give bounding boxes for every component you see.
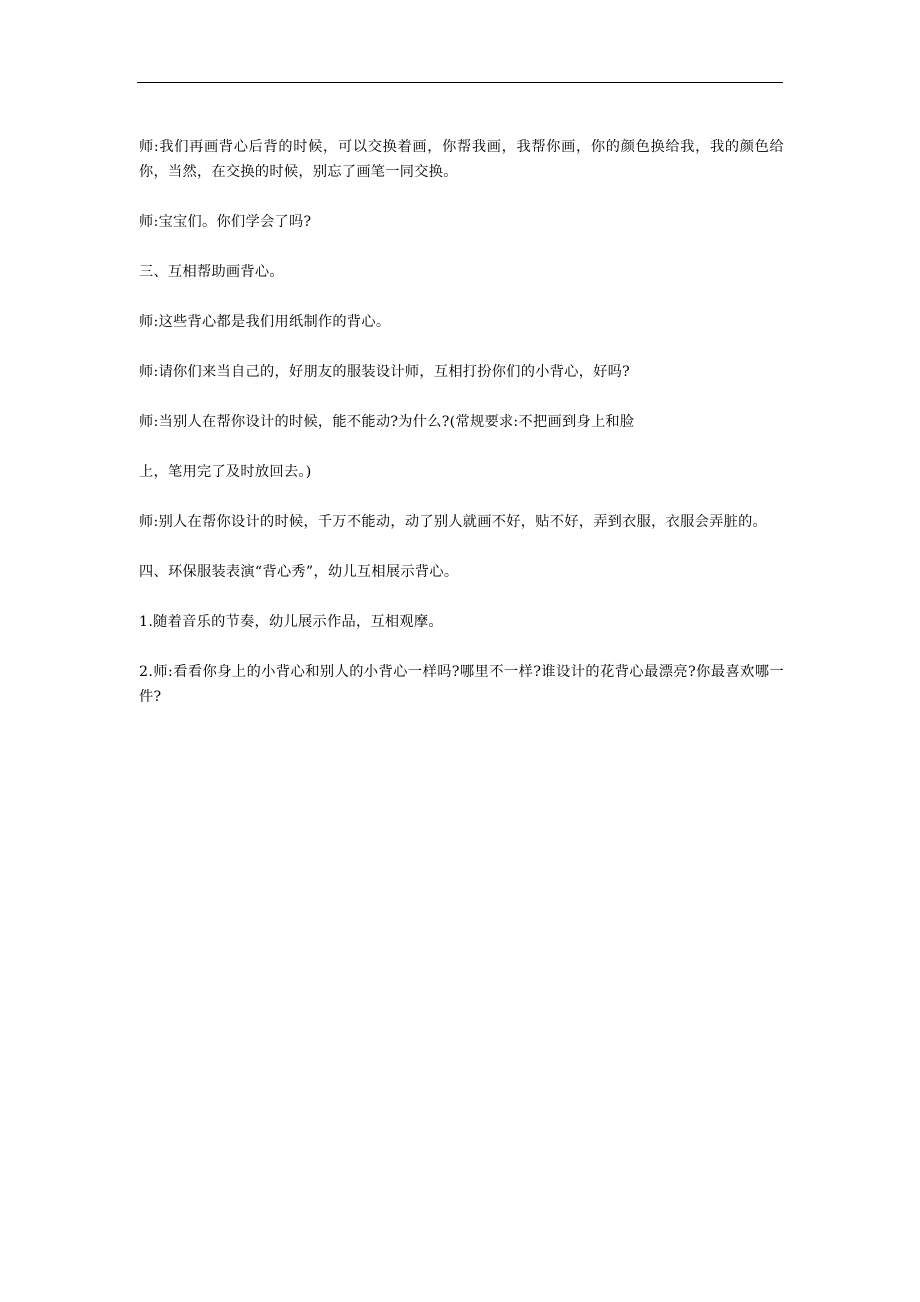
document-body xyxy=(139,135,784,735)
list-item-2: 2.师:看看你身上的小背心和别人的小背心一样吗?哪里不一样?谁设计的花背心最漂亮?你最喜欢哪一件? xyxy=(139,664,784,705)
list-item-1: 1.随着音乐的节奏，幼儿展示作品，互相观摩。 xyxy=(139,614,443,630)
paragraph-paper-vests: 师:这些背心都是我们用纸制作的背心。 xyxy=(139,314,391,330)
section-heading-3: 三、互相帮助画背心。 xyxy=(139,264,284,280)
section-heading-4: 四、环保服装表演“背心秀”，幼儿互相展示背心。 xyxy=(139,564,459,580)
header-rule xyxy=(137,82,783,83)
paragraph-rule-continued: 上，笔用完了及时放回去。) xyxy=(139,464,312,480)
paragraph-teacher-question: 师:宝宝们。你们学会了吗? xyxy=(139,214,312,230)
paragraph-dont-move: 师:别人在帮你设计的时候，千万不能动，动了别人就画不好，贴不好，弄到衣服，衣服会弄脏的。 xyxy=(139,514,768,530)
paragraph-rule-question: 师:当别人在帮你设计的时候，能不能动?为什么?(常规要求:不把画到身上和脸 xyxy=(139,414,635,430)
paragraph-designer-invite: 师:请你们来当自己的，好朋友的服装设计师，互相打扮你们的小背心，好吗? xyxy=(139,364,631,380)
paragraph-teacher-exchange: 师:我们再画背心后背的时候，可以交换着画，你帮我画，我帮你画，你的颜色换给我，我的颜色给你，当然，在交换的时候，别忘了画笔一同交换。 xyxy=(139,139,784,180)
